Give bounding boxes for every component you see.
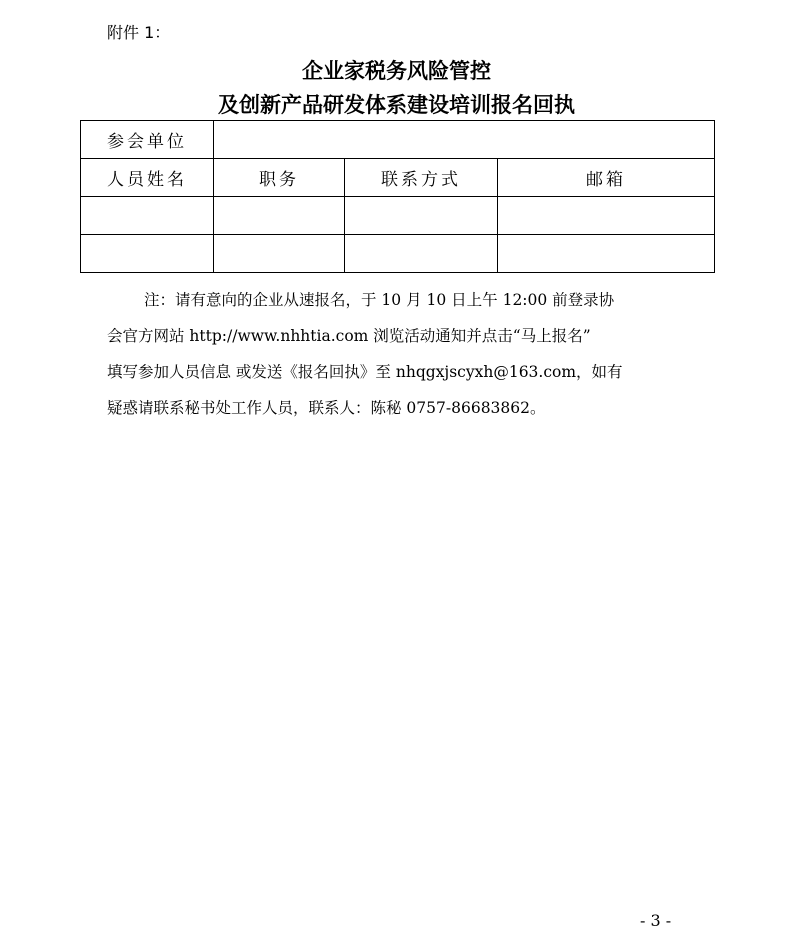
note-line-3: 填写参加人员信息 或发送《报名回执》至 nhqgxjscyxh@163.com，如有	[107, 363, 623, 381]
position-cell[interactable]	[214, 197, 345, 235]
note-line-4: 疑惑请联系秘书处工作人员，联系人：陈秘 0757-86683862。	[107, 399, 546, 417]
position-cell[interactable]	[214, 235, 345, 273]
unit-row	[81, 121, 715, 159]
document-title-line2: 及创新产品研发体系建设培训报名回执	[218, 92, 575, 117]
header-contact: 联系方式	[345, 159, 498, 197]
header-position: 职务	[214, 159, 345, 197]
attachment-label: 附件 1：	[107, 23, 171, 42]
unit-label: 参会单位	[81, 121, 214, 159]
registration-form-table	[80, 120, 715, 273]
name-cell[interactable]	[81, 235, 214, 273]
contact-cell[interactable]	[345, 235, 498, 273]
contact-cell[interactable]	[345, 197, 498, 235]
header-row	[81, 159, 715, 197]
table-row	[81, 235, 715, 273]
email-cell[interactable]	[498, 235, 715, 273]
document-title-line1: 企业家税务风险管控	[302, 58, 491, 83]
note-line-2: 会官方网站 http://www.nhhtia.com 浏览活动通知并点击“马上报名”	[107, 327, 591, 345]
name-cell[interactable]	[81, 197, 214, 235]
unit-value-cell[interactable]	[214, 121, 715, 159]
header-name: 人员姓名	[81, 159, 214, 197]
email-cell[interactable]	[498, 197, 715, 235]
table-row	[81, 197, 715, 235]
header-email: 邮箱	[498, 159, 715, 197]
note-line-1: 注：请有意向的企业从速报名，于 10 月 10 日上午 12:00 前登录协	[144, 291, 615, 309]
page-number: - 3 -	[640, 911, 672, 930]
